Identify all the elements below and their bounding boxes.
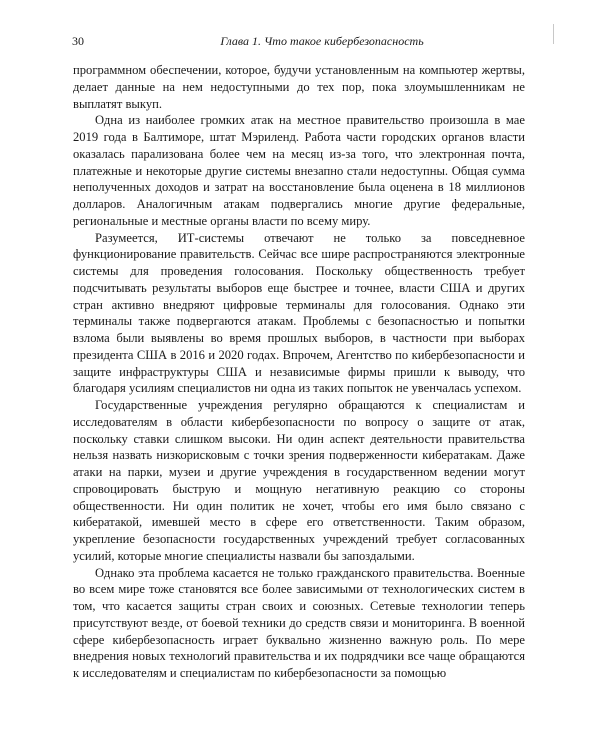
paragraph-baltimore-attack: Одна из наиболее громких атак на местное правительство произошла в мае 2019 года в Балтиморе, штат Мэриленд. Работа части городских органов власти оказалась парализована более чем на месяц из-за того, что электронная почта, платежные и некоторые другие системы внезапно стали недоступны. Общая сумма неполученных доходов и затрат на восстановление была оценена в 18 миллионов долларов. Аналогичным атакам подвергались многие другие федеральные, региональные и местные органы власти по всему миру. — [73, 113, 525, 228]
paragraph-continued: программном обеспечении, которое, будучи установленным на компьютер жертвы, делает данные на нем недоступными до тех пор, пока злоумышленникам не выплатят выкуп. — [73, 63, 525, 111]
paragraph-military: Однако эта проблема касается не только гражданского правительства. Военные во всем мире тоже становятся все более зависимыми от технологических систем в том, что касается защиты стран своих и союзных. Сетевые технологии теперь присутствуют везде, от боевой техники до средств связи и мониторинга. В военной сфере кибербезопасность играет буквально жизненно важную роль. По мере внедрения новых технологий правительства и их подрядчики все чаще обращаются к исследователям и специалистам по кибербезопасности за помощью — [73, 565, 525, 680]
page-number: 30 — [72, 34, 84, 48]
running-head: Глава 1. Что такое кибербезопасность — [220, 34, 424, 48]
paragraph-voting-systems: Разумеется, ИТ-системы отвечают не только за повседневное функционирование правительств. Сейчас все шире распространяются электронные системы для проведения голосования. Поскольку общественность требует подсчитывать результаты выборов еще быстрее и точнее, власти США и других стран активно внедряют цифровые терминалы для голосования. Однако эти терминалы также подвергаются атакам. Проблемы с безопасностью и попытки взлома были выявлены во время прошлых выборов, в частности при выборах президента США в 2016 и 2020 годах. Впрочем, Агентство по кибербезопасности и защите инфраструктуры США и независимые фирмы пришли к выводу, что благодаря усилиям специалистов ни одна из таких попыток не увенчалась успехом. — [73, 230, 525, 396]
body-text — [73, 62, 525, 682]
binding-edge — [553, 24, 554, 44]
paragraph-government-agencies: Государственные учреждения регулярно обращаются к специалистам и исследователям в области кибербезопасности по вопросу о защите от атак, поскольку ставки слишком высоки. Ни один аспект деятельности правительства нельзя назвать низкорисковым с точки зрения подверженности кибератакам. Даже атаки на парки, музеи и другие учреждения в государственном ведении могут спровоцировать быструю и мощную негативную реакцию со стороны общественности. Ни один политик не хочет, чтобы его имя было связано с кибератакой, имевшей место в сфере его ответственности. Таким образом, укрепление безопасности государственных учреждений требует согласованных усилий, которые многие специалисты назвали бы запоздалыми. — [73, 398, 525, 563]
